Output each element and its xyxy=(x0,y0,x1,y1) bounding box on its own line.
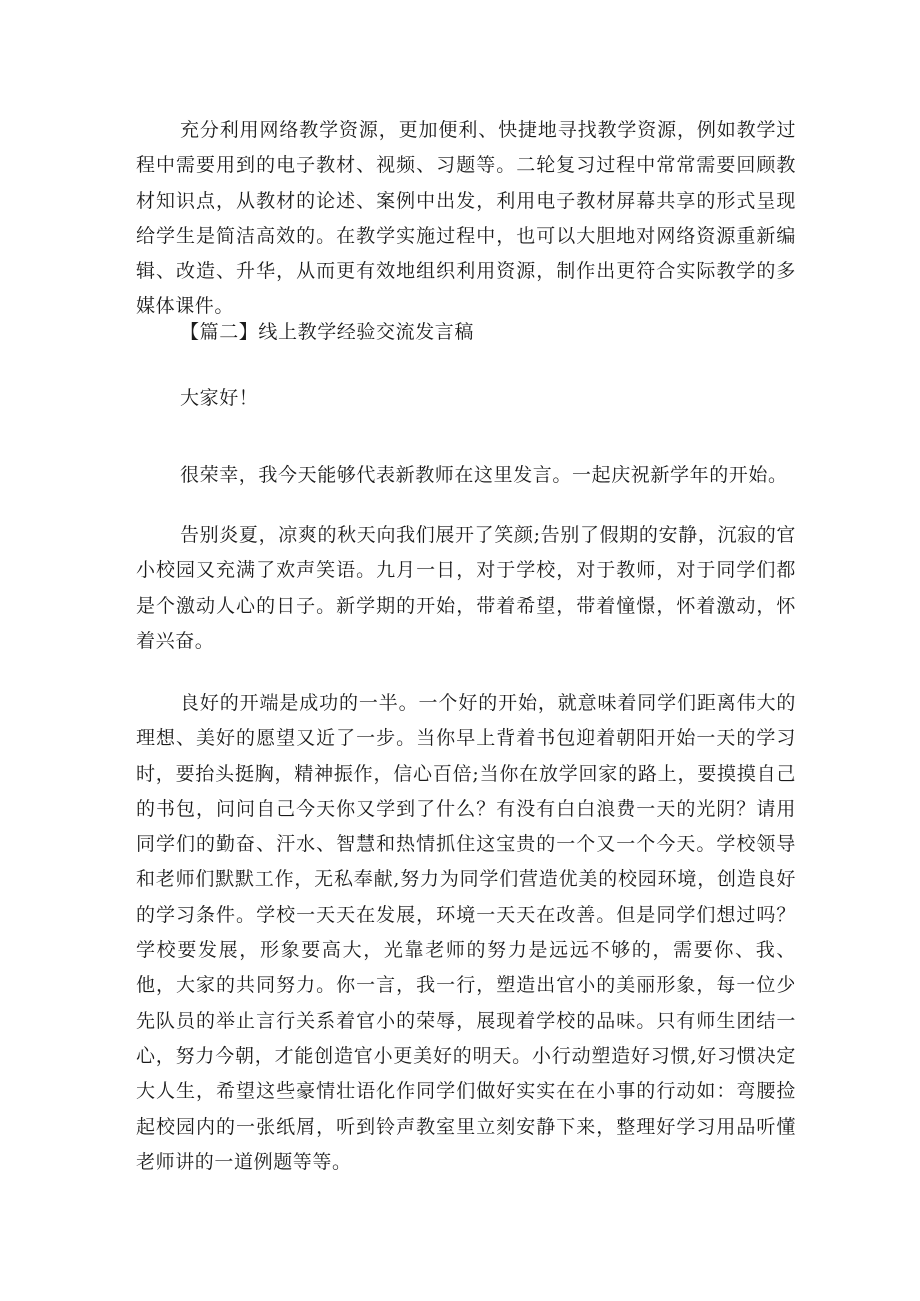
paragraph-good-beginning: 良好的开端是成功的一半。一个好的开始，就意味着同学们距离伟大的理想、美好的愿望又近了一步。当你早上背着书包迎着朝阳开始一天的学习时，要抬头挺胸，精神振作，信心百倍;当你在放学回家的路上，要摸摸自己的书包，问问自己今天你又学到了什么？有没有白白浪费一天的光阴？请用同学们的勤奋、汗水、智慧和热情抓住这宝贵的一个又一个今天。学校领导和老师们默默工作，无私奉献,努力为同学们营造优美的校园环境，创造良好的学习条件。学校一天天在发展，环境一天天在改善。但是同学们想过吗？学校要发展，形象要高大，光靠老师的努力是远远不够的，需要你、我、他，大家的共同努力。你一言，我一行，塑造出官小的美丽形象，每一位少先队员的举止言行关系着官小的荣辱，展现着学校的品味。只有师生团结一心，努力今朝，才能创造官小更美好的明天。小行动塑造好习惯,好习惯决定大人生，希望这些豪情壮语化作同学们做好实实在在小事的行动如：弯腰捡起校园内的一张纸屑，听到铃声教室里立刻安静下来，整理好学习用品听懂老师讲的一道例题等等。 xyxy=(136,692,796,1173)
paragraph-online-resources: 充分利用网络教学资源，更加便利、快捷地寻找教学资源，例如教学过程中需要用到的电子教材、视频、习题等。二轮复习过程中常常需要回顾教材知识点，从教材的论述、案例中出发，利用电子教材屏幕共享的形式呈现给学生是简洁高效的。在教学实施过程中，也可以大胆地对网络资源重新编辑、改造、升华，从而更有效地组织利用资源，制作出更符合实际教学的多媒体课件。 xyxy=(136,119,796,318)
section-heading: 【篇二】线上教学经验交流发言稿 xyxy=(180,321,475,343)
paragraph-opening-remarks: 很荣幸，我今天能够代表新教师在这里发言。一起庆祝新学年的开始。 xyxy=(180,464,788,486)
paragraph-new-semester: 告别炎夏，凉爽的秋天向我们展开了笑颜;告别了假期的安静，沉寂的官小校园又充满了欢声笑语。九月一日，对于学校，对于教师，对于同学们都是个激动人心的日子。新学期的开始，带着希望，带着憧憬，怀着激动，怀着兴奋。 xyxy=(136,524,796,652)
greeting: 大家好！ xyxy=(180,387,259,409)
